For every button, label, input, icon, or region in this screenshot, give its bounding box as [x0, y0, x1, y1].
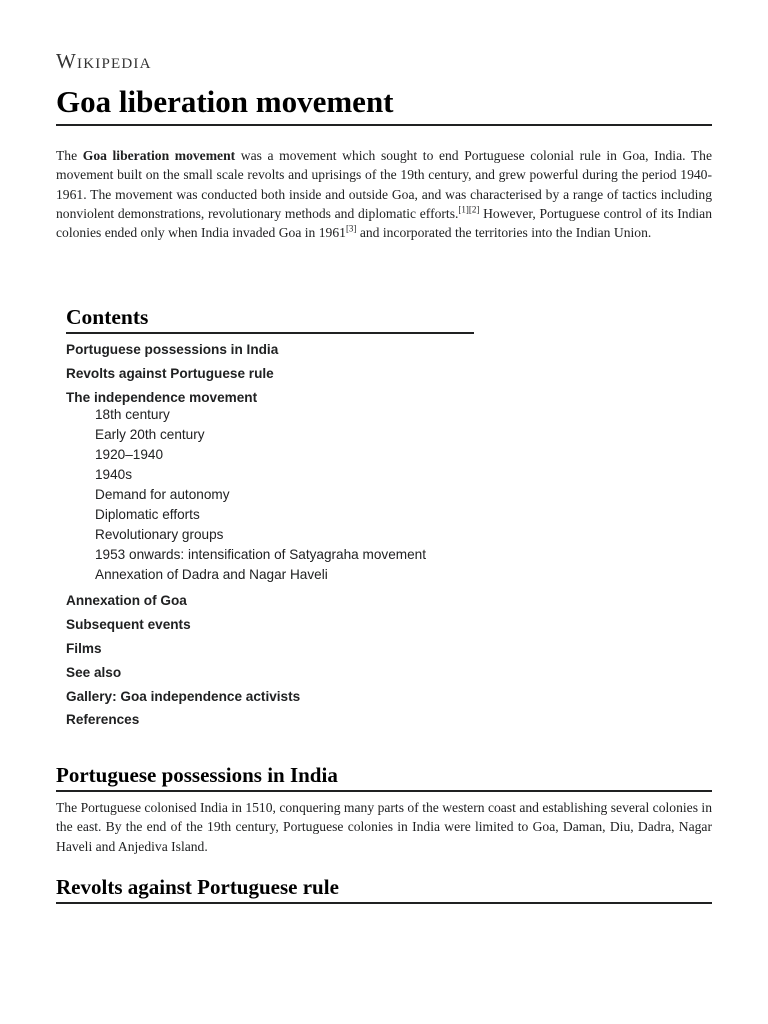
toc-item-see-also[interactable]: See also — [66, 664, 122, 680]
toc-subitem-1920-1940[interactable]: 1920–1940 — [95, 447, 164, 463]
intro-subject: Goa liberation movement — [82, 148, 236, 163]
section-heading-portuguese-possessions: Portuguese possessions in India — [56, 763, 712, 792]
toc-item-label[interactable]: The independence movement — [66, 389, 258, 405]
table-of-contents — [66, 305, 474, 732]
toc-subitem-1940s[interactable]: 1940s — [95, 467, 133, 483]
toc-subitem-revolutionary-groups[interactable]: Revolutionary groups — [95, 527, 224, 543]
toc-subitem-early-20th-century[interactable]: Early 20th century — [95, 427, 205, 443]
toc-subitem-18th-century[interactable]: 18th century — [95, 407, 170, 423]
toc-item-subsequent-events[interactable]: Subsequent events — [66, 617, 191, 633]
wikipedia-logo[interactable]: Wikipedia — [56, 49, 152, 73]
toc-item-films[interactable]: Films — [66, 640, 102, 656]
toc-item-portuguese-possessions[interactable]: Portuguese possessions in India — [66, 342, 279, 357]
toc-item-revolts[interactable]: Revolts against Portuguese rule — [66, 365, 274, 381]
intro-text-end: and incorporated the territories into the Indian Union. — [356, 225, 652, 241]
toc-sublist — [95, 405, 474, 585]
toc-subitem-diplomatic-efforts[interactable]: Diplomatic efforts — [95, 507, 200, 523]
toc-title: Contents — [66, 305, 474, 334]
intro-text-continued: However, Portuguese control of its Indian colonies ended only when India invaded Goa in 1961 — [56, 205, 712, 241]
page-title: Goa liberation movement — [56, 84, 712, 126]
citation-link[interactable]: [3] — [345, 223, 357, 234]
toc-subitem-satyagraha[interactable]: 1953 onwards: intensification of Satyagraha movement — [95, 547, 426, 563]
intro-text-main: was a movement which sought to end Portuguese colonial rule in Goa, India. The movement built on the small scale revolts and uprisings of the 19th century, and grew powerful during the period 1940-1961. The movement was conducted both inside and outside Goa, and was characterised by a range of tactics including nonviolent demonstrations, revolutionary methods and diplomatic efforts. — [56, 148, 712, 221]
toc-item-gallery[interactable]: Gallery: Goa independence activists — [66, 688, 301, 704]
toc-item-annexation-of-goa[interactable]: Annexation of Goa — [66, 593, 187, 609]
toc-list — [66, 338, 474, 732]
toc-subitem-dadra-nagar-haveli[interactable]: Annexation of Dadra and Nagar Haveli — [95, 567, 328, 583]
intro-paragraph — [56, 146, 712, 242]
section-body-portuguese-possessions: The Portuguese colonised India in 1510, conquering many parts of the western coast and establishing several colonies in the east. By the end of the 19th century, Portuguese colonies in India were limited to Goa, Daman, Diu, Dadra, Nagar Haveli and Anjediva Island. — [56, 800, 712, 854]
toc-item-independence-movement[interactable] — [66, 386, 474, 586]
toc-subitem-demand-for-autonomy[interactable]: Demand for autonomy — [95, 487, 230, 503]
toc-item-references[interactable]: References — [66, 712, 140, 728]
intro-text-start: The — [56, 148, 83, 163]
citation-link[interactable]: [1][2] — [458, 204, 480, 215]
section-heading-revolts: Revolts against Portuguese rule — [56, 875, 712, 904]
